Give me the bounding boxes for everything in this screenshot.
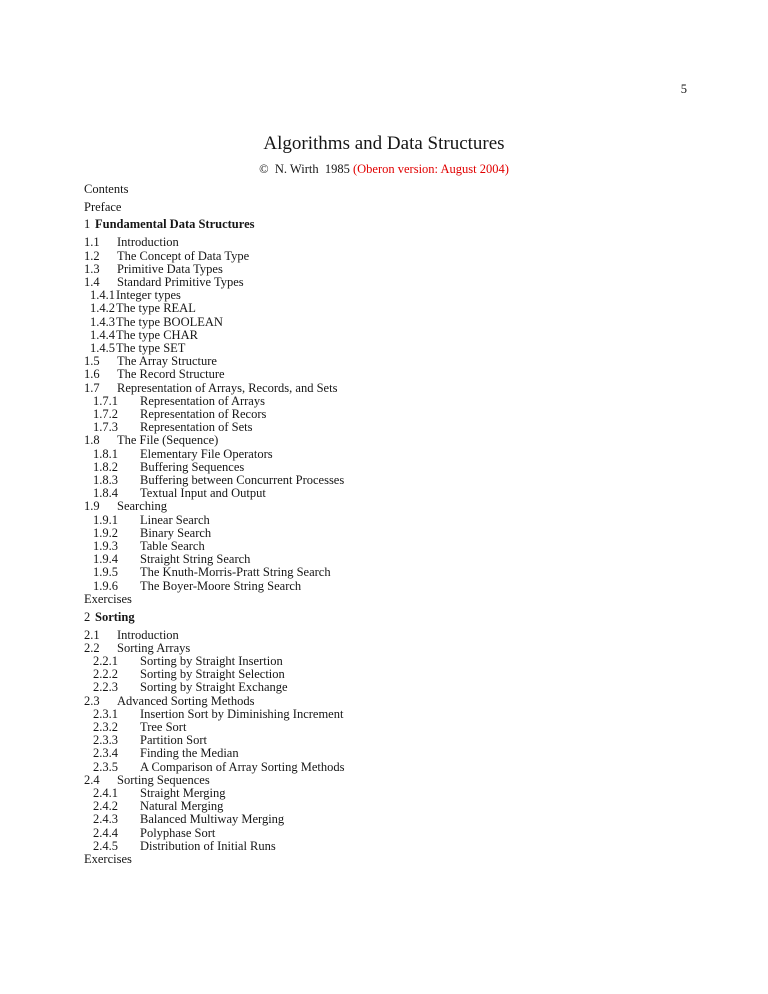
toc-entry-number: 1.9.2 <box>93 525 118 540</box>
toc-entry-number: 1.4.5 <box>90 341 115 355</box>
toc-entry-label: Advanced Sorting Methods <box>117 693 255 708</box>
toc-entry-number: 1.4 <box>84 274 100 289</box>
toc-entry-label: Fundamental Data Structures <box>95 217 255 232</box>
toc-entry-label: Sorting Arrays <box>117 640 191 655</box>
toc-entry-label: Primitive Data Types <box>117 261 223 276</box>
toc-entry-row <box>84 840 704 853</box>
toc-entry-number: 1.7.3 <box>93 420 118 435</box>
toc-entry-label: Straight String Search <box>140 552 251 567</box>
toc-entry-label: Contents <box>84 182 129 196</box>
toc-entry-label: Introduction <box>117 235 179 250</box>
toc-entry-number: 2.2.2 <box>93 667 118 682</box>
toc-entry-row <box>84 382 704 395</box>
toc-entry-row <box>84 695 704 708</box>
toc-entry-label: Linear Search <box>140 512 210 527</box>
toc-entry-label: Insertion Sort by Diminishing Increment <box>140 706 344 721</box>
toc-entry-label: The Concept of Data Type <box>117 248 250 263</box>
toc-entry-row <box>84 514 704 527</box>
toc-entry-number: 1.9.3 <box>93 539 118 554</box>
toc-entry-number: 2.1 <box>84 627 100 642</box>
toc-entry-label: Sorting by Straight Exchange <box>140 680 288 695</box>
toc-entry-number: 2.3.3 <box>93 733 118 748</box>
toc-entry-number: 1.8.4 <box>93 486 118 501</box>
toc-entry-number: 2.4.1 <box>93 786 118 801</box>
toc-entry-number: 1 <box>84 217 91 232</box>
toc-entry-label: Searching <box>117 499 167 514</box>
toc-entry-number: 2.3 <box>84 693 100 708</box>
toc-entry-label: Textual Input and Output <box>140 486 266 501</box>
toc-entry-label: Straight Merging <box>140 786 226 801</box>
toc-entry-label: Sorting by Straight Selection <box>140 667 285 682</box>
toc-entry-label: Representation of Recors <box>140 407 267 422</box>
toc-entry-row <box>84 827 704 840</box>
toc-entry-label: Exercises <box>84 591 132 606</box>
toc-entry-number: 2.2.1 <box>93 654 118 669</box>
copyright-line <box>0 162 768 176</box>
document-title: Algorithms and Data Structures <box>263 133 505 154</box>
toc-entry-label: Preface <box>84 199 122 214</box>
toc-entry-row <box>84 629 704 642</box>
toc-entry-label: Buffering Sequences <box>140 459 245 474</box>
toc-entry-number: 2.3.4 <box>93 746 118 761</box>
toc-entry-label: Natural Merging <box>140 799 224 814</box>
toc-entry-row <box>84 681 704 694</box>
toc-entry-label: The Knuth-Morris-Pratt String Search <box>140 565 331 580</box>
toc-entry-number: 1.6 <box>84 367 100 382</box>
toc-entry-number: 1.8.1 <box>93 446 118 461</box>
toc-entry-number: 1.9 <box>84 499 100 514</box>
toc-entry-label: Integer types <box>116 288 181 303</box>
toc-entry-label: Polyphase Sort <box>140 825 216 840</box>
toc-entry-row <box>84 201 704 214</box>
toc-entry-row <box>84 250 704 263</box>
page-number: 5 <box>680 82 687 96</box>
toc-entry-label: Elementary File Operators <box>140 446 273 461</box>
toc-entry-label: The File (Sequence) <box>117 433 219 448</box>
toc-entry-number: 1.9.6 <box>93 578 118 593</box>
toc-entry-number: 2.3.1 <box>93 706 118 721</box>
toc-entry-label: The Array Structure <box>117 354 217 369</box>
toc-entry-row <box>84 236 704 249</box>
toc-entry-number: 1.9.5 <box>93 565 118 580</box>
toc-entry-row <box>84 434 704 447</box>
toc-entry-label: Representation of Arrays, Records, and Sets <box>117 380 338 395</box>
toc-entry-number: 2.4.4 <box>93 825 118 840</box>
toc-entry-row <box>84 302 704 315</box>
toc-entry-label: Tree Sort <box>140 720 187 735</box>
toc-entry-number: 1.7.1 <box>93 393 118 408</box>
toc-entry-label: Representation of Arrays <box>140 393 265 408</box>
toc-entry-row <box>84 853 704 866</box>
toc-entry-label: The Boyer-Moore String Search <box>140 578 302 593</box>
toc-chapter-row <box>84 218 704 231</box>
oberon-version-note: (Oberon version: August 2004) <box>352 162 509 176</box>
toc-entry-number: 1.4.2 <box>90 301 115 316</box>
toc-list <box>84 183 704 866</box>
toc-entry-number: 1.8.2 <box>93 459 118 474</box>
toc-entry-row <box>84 500 704 513</box>
toc-entry-row <box>84 593 704 606</box>
toc-entry-number: 1.9.4 <box>93 552 118 567</box>
toc-entry-label: The type BOOLEAN <box>116 314 223 329</box>
toc-entry-label: The type REAL <box>116 301 196 316</box>
toc-entry-label: Sorting <box>95 609 135 624</box>
toc-entry-number: 1.4.1 <box>90 288 115 303</box>
toc-entry-label: Table Search <box>140 539 205 554</box>
toc-entry-number: 1.3 <box>84 261 100 276</box>
toc-entry-label: Representation of Sets <box>140 420 253 435</box>
toc-entry-number: 2.3.5 <box>93 759 118 774</box>
toc-entry-number: 1.8.3 <box>93 473 118 488</box>
toc-entry-number: 1.5 <box>84 354 100 369</box>
toc-entry-row <box>84 580 704 593</box>
toc-entry-number: 1.7 <box>84 380 100 395</box>
toc-entry-label: Distribution of Initial Runs <box>140 838 276 853</box>
toc-entry-number: 2.4.2 <box>93 799 118 814</box>
toc-entry-number: 2.4.5 <box>93 838 118 853</box>
toc-entry-label: Sorting by Straight Insertion <box>140 654 283 669</box>
toc-entry-label: The Record Structure <box>117 367 225 382</box>
toc-entry-label: Balanced Multiway Merging <box>140 812 285 827</box>
toc-entry-row <box>84 747 704 760</box>
toc-entry-row <box>84 448 704 461</box>
toc-entry-row <box>84 263 704 276</box>
toc-entry-label: Sorting Sequences <box>117 772 210 787</box>
toc-entry-row <box>84 566 704 579</box>
toc-entry-label: Introduction <box>117 627 179 642</box>
toc-entry-number: 1.8 <box>84 433 100 448</box>
toc-entry-row <box>84 761 704 774</box>
toc-entry-row <box>84 183 704 196</box>
toc-entry-number: 1.4.3 <box>90 314 115 329</box>
toc-entry-label: Buffering between Concurrent Processes <box>140 473 345 488</box>
toc-entry-row <box>84 487 704 500</box>
toc-entry-label: Exercises <box>84 852 132 867</box>
toc-entry-row <box>84 813 704 826</box>
toc-entry-label: The type SET <box>116 341 186 355</box>
toc-entry-number: 2.4.3 <box>93 812 118 827</box>
toc-entry-label: Standard Primitive Types <box>117 274 244 289</box>
toc-entry-number: 2.2 <box>84 640 100 655</box>
toc-entry-row <box>84 316 704 329</box>
toc-entry-label: Finding the Median <box>140 746 239 761</box>
toc-entry-number: 1.2 <box>84 248 100 263</box>
toc-entry-number: 1.4.4 <box>90 327 115 342</box>
toc-entry-number: 2.2.3 <box>93 680 118 695</box>
toc-entry-label: A Comparison of Array Sorting Methods <box>140 759 345 774</box>
toc-entry-number: 1.7.2 <box>93 407 118 422</box>
toc-entry-number: 1.9.1 <box>93 512 118 527</box>
toc-entry-number: 1.1 <box>84 235 100 250</box>
toc-entry-number: 2.3.2 <box>93 720 118 735</box>
copyright-text: © N. Wirth 1985 <box>259 162 353 176</box>
toc-entry-number: 2.4 <box>84 772 100 787</box>
toc-chapter-row <box>84 611 704 624</box>
toc-entry-number: 2 <box>84 609 91 624</box>
toc-entry-label: Binary Search <box>140 525 212 540</box>
toc-entry-label: Partition Sort <box>140 733 208 748</box>
toc-entry-row <box>84 368 704 381</box>
toc-entry-label: The type CHAR <box>116 327 198 342</box>
